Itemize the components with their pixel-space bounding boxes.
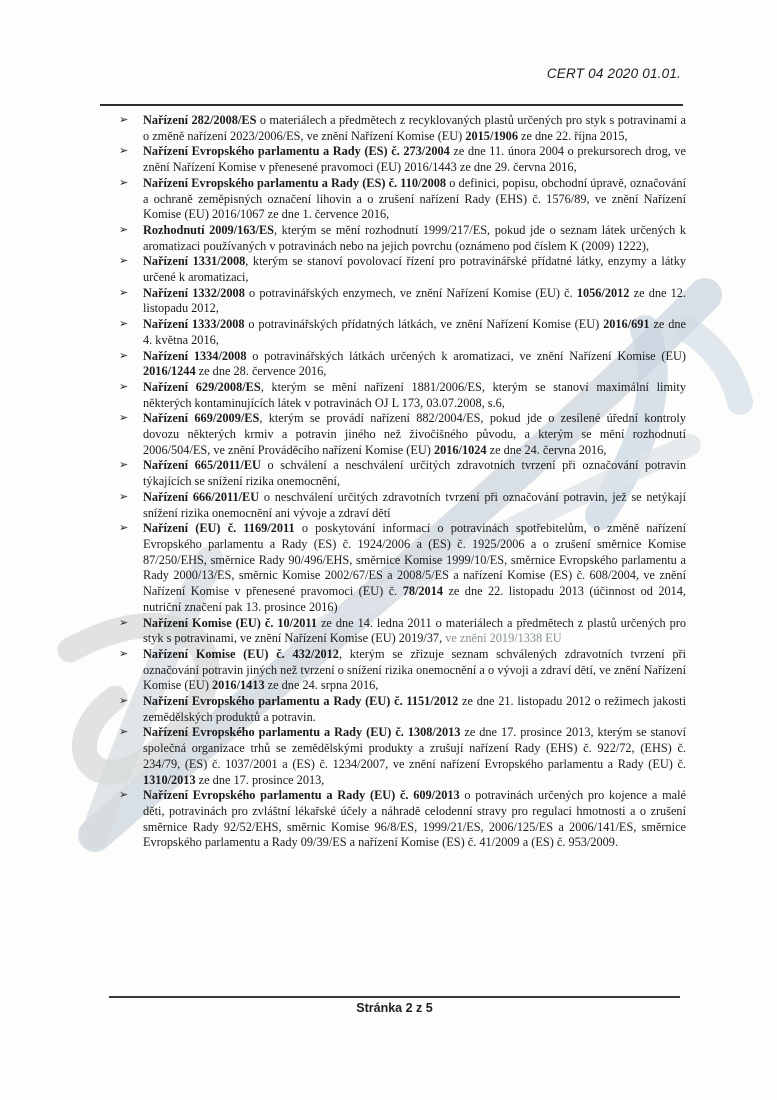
arrow-bullet-icon: ➢ — [119, 176, 129, 189]
arrow-bullet-icon: ➢ — [119, 459, 129, 472]
regulation-text: Nařízení Komise (EU) č. 10/2011 ze dne 14. ledna 2011 o materiálech a předmětech z plastů určených pro styk s potravinami, ve znění Nařízení Komise (EU) 2019/37, ve znění 2019/1338 EU — [143, 615, 686, 646]
arrow-bullet-icon: ➢ — [119, 286, 129, 299]
list-item — [119, 490, 686, 521]
list-item — [119, 254, 686, 285]
regulation-text: Nařízení 1334/2008 o potravinářských látkách určených k aromatizaci, ve znění Nařízení Komise (EU) 2016/1244 ze dne 28. července 2016, — [143, 348, 686, 379]
list-item — [119, 349, 686, 380]
regulation-text: Nařízení Komise (EU) č. 432/2012, kterým se zřizuje seznam schválených zdravotních tvrzení při označování potravin jiných než tvrzení o snížení rizika onemocnění a o vývoji a zdraví dětí, ve znění Nařízení Komise (EU) 2016/1413 ze dne 24. srpna 2016, — [143, 646, 686, 693]
list-item — [119, 144, 686, 175]
regulation-text: Nařízení 1332/2008 o potravinářských enzymech, ve znění Nařízení Komise (EU) č. 1056/2012 ze dne 12. listopadu 2012, — [143, 285, 687, 316]
list-item — [119, 616, 686, 647]
list-item — [119, 411, 686, 458]
list-item — [119, 317, 686, 348]
list-item — [119, 521, 686, 615]
regulation-text: Nařízení 629/2008/ES, kterým se mění nařízení 1881/2006/ES, kterým se stanoví maximální limity některých kontaminujících látek v potravinách OJ L 173, 03.07.2008, s.6, — [143, 379, 686, 410]
list-item — [119, 113, 686, 144]
list-item — [119, 223, 686, 254]
list-item — [119, 176, 686, 223]
list-item — [119, 380, 686, 411]
arrow-bullet-icon: ➢ — [119, 349, 129, 362]
regulation-text: Nařízení (EU) č. 1169/2011 o poskytování informací o potravinách spotřebitelům, o změně nařízení Evropského parlamentu a Rady (ES) č. 1924/2006 a (ES) č. 1925/2006 a o zrušení směrnice Komise 87/250/EHS, směrnice Rady 90/496/EHS, směrnice Komise 1999/10/ES, směrnice Evropského parlamentu a Rady 2000/13/ES, směrnic Komise 2002/67/ES a 2008/5/ES a nařízení Komise (ES) č. 608/2004, ve znění Nařízení Komise v přenesené pravomoci (EU) č. 78/2014 ze dne 22. listopadu 2013 (účinnost od 2014, nutriční značení pak 13. prosince 2016) — [143, 521, 686, 614]
regulation-text: Nařízení Evropského parlamentu a Rady (EU) č. 1151/2012 ze dne 21. listopadu 2012 o režimech jakosti zemědělských produktů a potravin. — [143, 694, 686, 724]
arrow-bullet-icon: ➢ — [119, 789, 129, 802]
regulation-text: Nařízení 666/2011/EU o neschválení určitých zdravotních tvrzení při označování potravin, jež se netýkají snížení rizika onemocnění ani vývoje a zdraví dětí — [143, 489, 686, 520]
regulation-text: Nařízení 669/2009/ES, kterým se provádí nařízení 882/2004/ES, pokud jde o zesílené úřední kontroly dovozu některých krmiv a potravin jiného než živočišného původu, a kterým se mění rozhodnutí 2006/504/ES, ve znění Prováděcího nařízení Komise (EU) 2016/1024 ze dne 24. června 2016, — [143, 411, 686, 457]
header-document-code: CERT 04 2020 01.01. — [546, 66, 681, 81]
regulation-text: Nařízení 1331/2008, kterým se stanoví povolovací řízení pro potravinářské přídatné látky, enzymy a látky určené k aromatizaci, — [143, 254, 686, 285]
regulation-text: Nařízení 282/2008/ES o materiálech a předmětech z recyklovaných plastů určených pro styk s potravinami a o změně nařízení 2023/2006/ES, ve znění Nařízení Komise (EU) 2015/1906 ze dne 22. října 2015, — [143, 113, 687, 143]
regulation-text: Nařízení Evropského parlamentu a Rady (ES) č. 110/2008 o definici, popisu, obchodní úpravě, označování a ochraně zeměpisných označení lihovin a o zrušení nařízení Rady (EHS) č. 1576/89, ve znění Nařízení Komise (EU) 2016/1067 ze dne 1. července 2016, — [143, 175, 686, 222]
list-item — [119, 647, 686, 694]
list-item — [119, 694, 686, 725]
regulation-text: Nařízení Evropského parlamentu a Rady (EU) č. 1308/2013 ze dne 17. prosince 2013, kterým se stanoví společná organizace trhů se zemědělskými produkty a zrušují nařízení Rady (EHS) č. 922/72, (EHS) č. 234/79, (ES) č. 1037/2001 a (ES) č. 1234/2007, ve znění nařízení Evropského parlamentu a Rady (EU) č. 1310/2013 ze dne 17. prosince 2013, — [143, 725, 687, 787]
regulation-text: Nařízení Evropského parlamentu a Rady (ES) č. 273/2004 ze dne 11. února 2004 o prekursorech drog, ve znění Nařízení Komise v přenesené pravomoci (EU) 2016/1443 ze dne 29. června 2016, — [143, 144, 687, 175]
arrow-bullet-icon: ➢ — [119, 726, 129, 739]
arrow-bullet-icon: ➢ — [119, 380, 129, 393]
regulation-text: Nařízení 1333/2008 o potravinářských přídatných látkách, ve znění Nařízení Komise (EU) 2016/691 ze dne 4. května 2016, — [143, 317, 686, 347]
list-item — [119, 788, 686, 851]
arrow-bullet-icon: ➢ — [119, 695, 129, 708]
regulation-list — [119, 113, 686, 851]
list-item — [119, 458, 686, 489]
footer-divider — [109, 996, 680, 998]
page-number-label: Stránka 2 z 5 — [356, 1001, 433, 1015]
arrow-bullet-icon: ➢ — [119, 223, 129, 236]
arrow-bullet-icon: ➢ — [119, 522, 129, 535]
regulation-text: Rozhodnutí 2009/163/ES, kterým se mění rozhodnutí 1999/217/ES, pokud jde o seznam látek určených k aromatizaci používaných v potravinách nebo na jejich povrchu (oznámeno pod číslem K (2009) 1222), — [143, 222, 686, 253]
arrow-bullet-icon: ➢ — [119, 318, 129, 331]
arrow-bullet-icon: ➢ — [119, 490, 129, 503]
arrow-bullet-icon: ➢ — [119, 616, 129, 629]
header-divider — [100, 104, 683, 106]
arrow-bullet-icon: ➢ — [119, 412, 129, 425]
list-item — [119, 286, 686, 317]
list-item — [119, 725, 686, 788]
arrow-bullet-icon: ➢ — [119, 255, 129, 268]
regulation-text: Nařízení Evropského parlamentu a Rady (EU) č. 609/2013 o potravinách určených pro kojence a malé děti, potravinách pro zvláštní lékařské účely a náhradě celodenní stravy pro regulaci hmotnosti a o zrušení směrnice Rady 92/52/EHS, směrnic Komise 96/8/ES, 1999/21/ES, 2006/125/ES a 2006/141/ES, směrnice Evropského parlamentu a Rady 09/39/ES a nařízení Komise (ES) č. 41/2009 a (ES) č. 953/2009. — [143, 788, 686, 850]
arrow-bullet-icon: ➢ — [119, 145, 129, 158]
arrow-bullet-icon: ➢ — [119, 114, 129, 126]
arrow-bullet-icon: ➢ — [119, 647, 129, 660]
regulation-text: Nařízení 665/2011/EU o schválení a neschválení určitých zdravotních tvrzení při označování potravin týkajících se snížení rizika onemocnění, — [143, 458, 686, 489]
